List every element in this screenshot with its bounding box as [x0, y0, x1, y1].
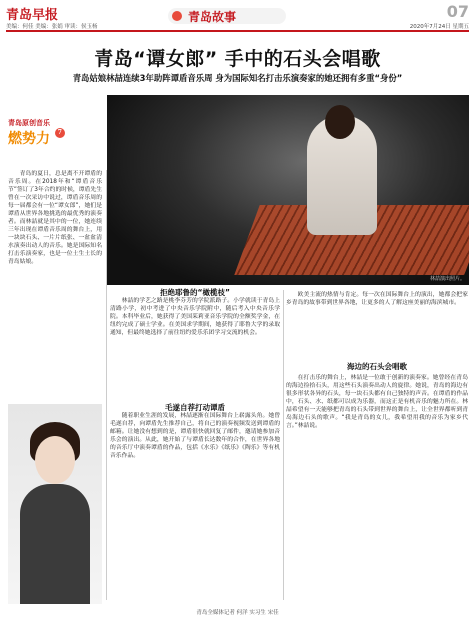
portrait-body: [20, 484, 90, 604]
badge-line1: 青岛原创音乐: [8, 119, 50, 127]
portrait-photo: [8, 404, 102, 604]
newspaper-logo: 青岛早报: [6, 8, 59, 23]
issue-date: 2020年7月24日 星期五: [409, 24, 469, 30]
footer-credits: 青岛全媒体记者 何洋 实习生 宋佳: [196, 610, 279, 616]
editor-credits: 美编：何佳 美编：张娟 审读：侯玉杨: [6, 24, 98, 30]
column-badge: [8, 118, 98, 166]
subheading-1: 拒绝耶鲁的“橄榄枝”: [160, 288, 230, 297]
portrait-face: [35, 436, 75, 484]
hero-photo: [107, 95, 469, 285]
top-rule: [6, 30, 469, 32]
body-column-mid1: 林喆的学艺之路是桃李芬芳的学院派路子。小学就读于青岛上清路小学，初中考进了中央音乐学院附中，随后考入中央音乐学院。本科毕业后，她获得了美国茱莉亚音乐学院的全额奖学金，在纽约完成了硕士学业。在美国求学期间，她获得了耶鲁大学的录取通知，但最终她选择了前往纽约爱乐乐团学习交流的机会。: [110, 298, 280, 336]
column-divider: [283, 290, 284, 600]
article-headline: 青岛“谭女郎” 手中的石头会唱歌: [94, 48, 381, 70]
page-number: 07: [446, 2, 469, 21]
column-divider-left: [106, 170, 107, 600]
article-subhead: 青岛姑娘林喆连续3年助阵谭盾音乐周 身为国际知名打击乐演奏家的她还拥有多重“身份”: [72, 73, 403, 83]
subheading-2: 毛遂自荐打动谭盾: [165, 403, 225, 412]
masthead: [0, 0, 475, 36]
intro-column: 青岛的夏日，总是离不开谭盾的音乐周。在2018年和“谭盾音乐节”签订了3年合约的时候，谭盾先生曾在一次采访中说过，谭盾音乐周的每一届都会有一位“谭女郎”，她们是谭盾从世界各地挑选的最优秀的演奏者。而林喆就是其中的一位，她连续三年出现在谭盾音乐周的舞台上，用一块块石头、一片片纸张、一盆盆清水演奏出动人的音乐。她是国际知名打击乐演奏家，也是一位土生土长的青岛姑娘。: [8, 171, 102, 265]
hero-caption: 林喆演出照片。: [429, 276, 465, 282]
subheading-3: 海边的石头会唱歌: [347, 362, 407, 371]
badge-line2: 燃势力 7: [8, 128, 98, 148]
performer-head: [325, 105, 355, 139]
body-column-right2: 在打击乐的舞台上，林喆是一位敢于创新的演奏家。她曾经在青岛的海边捡拾石头，用这些石头演奏出动人的旋律。她说，青岛的海边有很多形状各异的石头，每一块石头都有自己独特的声音。在谭盾的作品中，石头、水、纸都可以成为乐器，而这正是有机音乐的魅力所在。林喆希望有一天能够把青岛的石头带到世界的舞台上，让全世界都听到青岛海边石头的歌声。“我是青岛的女儿，我希望用我的音乐为家乡代言。”林喆说。: [286, 375, 468, 429]
body-column-right1: 欧美主流的热情与肯定。每一次在国际舞台上的演出，她都会把家乡青岛的故事带到世界各地，让更多的人了解这座美丽的海滨城市。: [286, 292, 468, 306]
body-column-mid2: 随着职业生涯的发展，林喆逐渐在国际舞台上崭露头角。她曾毛遂自荐，向谭盾先生推荐自己，将自己的演奏视频发送到谭盾的邮箱。让她没有想到的是，谭盾很快就回复了邮件，邀请她参加音乐会的演出。从此，她开始了与谭盾长达数年的合作，在世界各地的音乐厅中演奏谭盾的作品，包括《水乐》《纸乐》《陶乐》等有机音乐作品。: [110, 413, 280, 459]
section-banner: [168, 8, 286, 24]
badge-number: 7: [55, 128, 65, 138]
section-title: 青岛故事: [188, 10, 237, 24]
banner-dot-icon: [172, 11, 182, 21]
